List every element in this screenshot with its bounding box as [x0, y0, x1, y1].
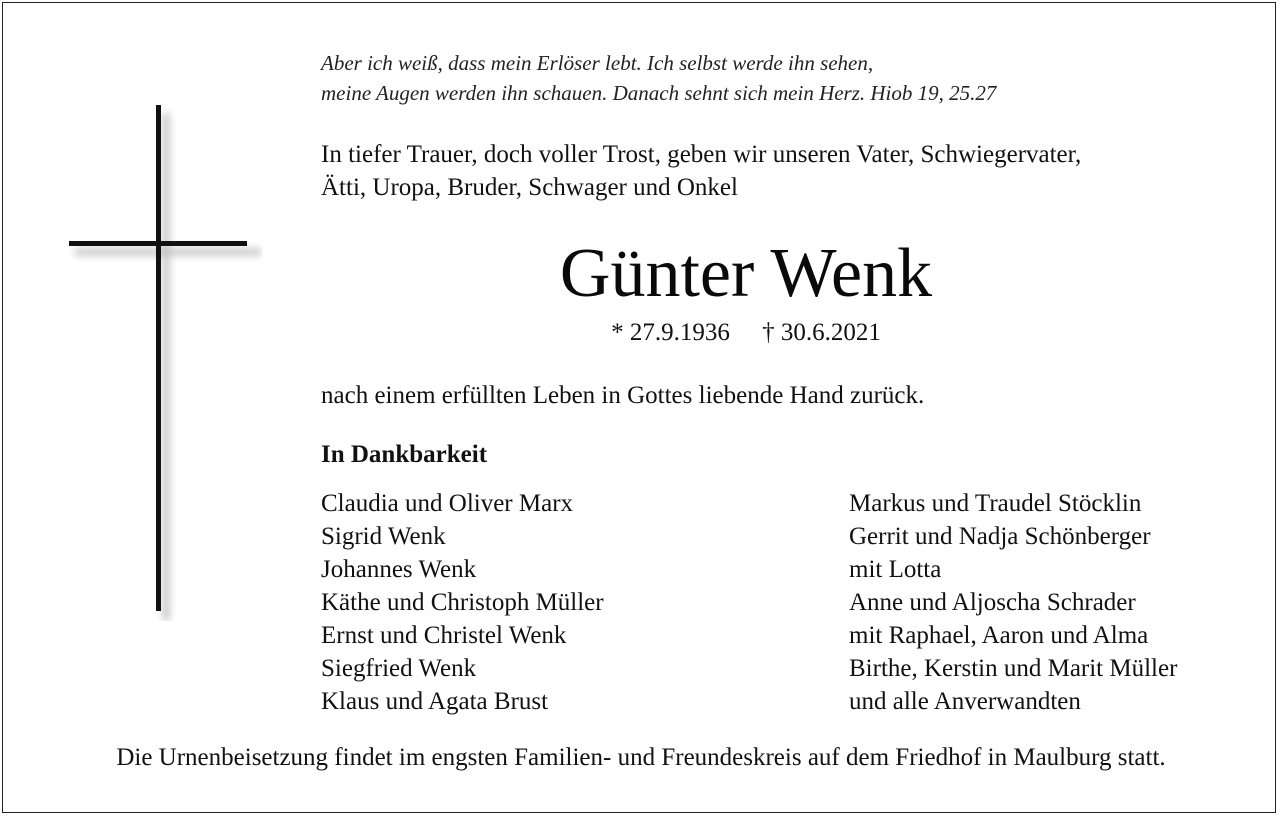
- mourner-entry: Klaus und Agata Brust: [321, 688, 549, 715]
- bible-quote: [321, 48, 1221, 108]
- mourner-entry: Gerrit und Nadja Schönberger: [849, 523, 1151, 550]
- intro-line: In tiefer Trauer, doch voller Trost, geben wir unseren Vater, Schwiegervater,: [321, 141, 1082, 168]
- cross-icon: [63, 101, 263, 621]
- mourner-entry: Siegfried Wenk: [321, 655, 477, 682]
- mourner-entry: Claudia und Oliver Marx: [321, 490, 574, 517]
- intro-text: [321, 138, 1251, 204]
- thanks-heading: In Dankbarkeit: [321, 441, 488, 468]
- mourners-right-column: [849, 487, 1177, 718]
- mourner-entry: Käthe und Christoph Müller: [321, 589, 604, 616]
- mourner-entry: Ernst und Christel Wenk: [321, 622, 567, 649]
- intro-line: Ätti, Uropa, Bruder, Schwager und Onkel: [321, 174, 738, 201]
- mourner-entry: mit Lotta: [849, 556, 942, 583]
- closing-text: nach einem erfüllten Leben in Gottes liebende Hand zurück.: [321, 382, 925, 409]
- mourner-entry: mit Raphael, Aaron und Alma: [849, 622, 1149, 649]
- obituary-frame: [2, 2, 1276, 813]
- mourner-entry: Sigrid Wenk: [321, 523, 446, 550]
- mourner-entry: Johannes Wenk: [321, 556, 477, 583]
- burial-notice: Die Urnenbeisetzung findet im engsten Familien- und Freundeskreis auf dem Friedhof in Maulburg statt.: [116, 744, 1166, 771]
- quote-line: meine Augen werden ihn schauen. Danach sehnt sich mein Herz. Hiob 19, 25.27: [321, 81, 997, 105]
- birth-date: * 27.9.1936: [611, 319, 730, 346]
- mourners-left-column: [321, 487, 604, 718]
- life-dates: [321, 317, 1171, 349]
- mourner-entry: Anne und Aljoscha Schrader: [849, 589, 1136, 616]
- deceased-name: Günter Wenk: [559, 235, 933, 312]
- mourner-entry: Birthe, Kerstin und Marit Müller: [849, 655, 1178, 682]
- mourner-entry: Markus und Traudel Stöcklin: [849, 490, 1142, 517]
- mourner-entry: und alle Anverwandten: [849, 688, 1081, 715]
- death-date: † 30.6.2021: [762, 319, 881, 346]
- quote-line: Aber ich weiß, dass mein Erlöser lebt. Ich selbst werde ihn sehen,: [321, 51, 874, 75]
